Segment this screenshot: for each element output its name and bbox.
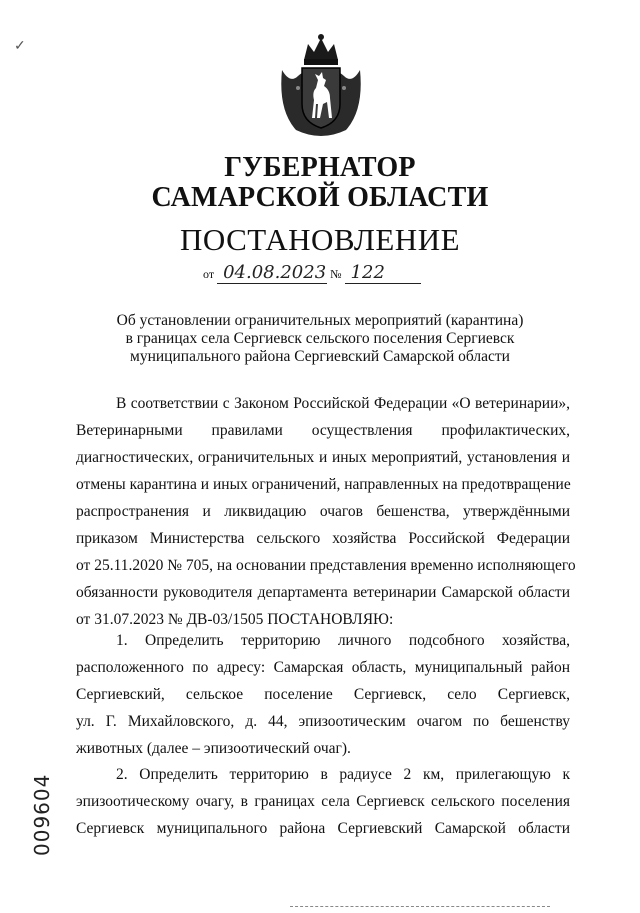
document-number: 122: [345, 262, 421, 284]
text-line: 2. Определить территорию в радиусе 2 км, прилегающую к: [116, 766, 570, 783]
text-line: приказом Министерства сельского хозяйства Российской Федерации: [76, 530, 570, 547]
text-line: 1. Определить территорию личного подсобного хозяйства,: [116, 632, 570, 649]
number-label: №: [330, 267, 342, 281]
text-line: распространения и ликвидацию очагов бешенства, утверждёнными: [76, 503, 570, 520]
item-1-paragraph: [76, 627, 570, 762]
text-line: от 25.11.2020 № 705, на основании представления временно исполняющего: [76, 557, 576, 574]
text-line: Сергиевский, сельское поселение Сергиевск, село Сергиевск,: [76, 686, 570, 703]
corner-mark: ✓: [14, 39, 26, 54]
text-line: отмены карантина и иных ограничений, направленных на предотвращение: [76, 476, 571, 493]
governor-title: ГУБЕРНАТОР: [224, 152, 416, 183]
item-2-paragraph: [76, 761, 570, 842]
side-stamp-number: 009604: [30, 773, 54, 856]
text-line: обязанности руководителя департамента ветеринарии Самарской области: [76, 584, 570, 601]
subject-line: Об установлении ограничительных мероприятий (карантина): [116, 312, 524, 329]
document-date: 04.08.2023: [217, 262, 327, 284]
text-line: животных (далее – эпизоотический очаг).: [76, 740, 351, 757]
document-type: ПОСТАНОВЛЕНИЕ: [179, 222, 461, 257]
text-line: диагностических, ограничительных и иных мероприятий, установления и: [76, 449, 570, 466]
date-label: от: [203, 267, 215, 281]
coat-of-arms-emblem: [278, 30, 364, 142]
text-line: ул. Г. Михайловского, д. 44, эпизоотическим очагом по бешенству: [76, 713, 570, 730]
region-title: САМАРСКОЙ ОБЛАСТИ: [151, 182, 489, 213]
text-line: Сергиевск муниципального района Сергиевский Самарской области: [76, 820, 570, 837]
text-line: Ветеринарными правилами осуществления профилактических,: [76, 422, 570, 439]
subject-line: в границах села Сергиевск сельского поселения Сергиевск: [125, 330, 515, 347]
text-line: В соответствии с Законом Российской Федерации «О ветеринарии»,: [116, 395, 570, 412]
text-line: эпизоотическому очагу, в границах села Сергиевск сельского поселения: [76, 793, 570, 810]
document-subject: [80, 312, 560, 366]
text-line: расположенного по адресу: Самарская область, муниципальный район: [76, 659, 570, 676]
document-meta: [200, 262, 421, 288]
text-line: от 31.07.2023 № ДВ-03/1505 ПОСТАНОВЛЯЮ:: [76, 611, 394, 628]
preamble-paragraph: [76, 390, 576, 633]
subject-line: муниципального района Сергиевский Самарской области: [130, 348, 510, 365]
bottom-divider: [290, 906, 550, 907]
